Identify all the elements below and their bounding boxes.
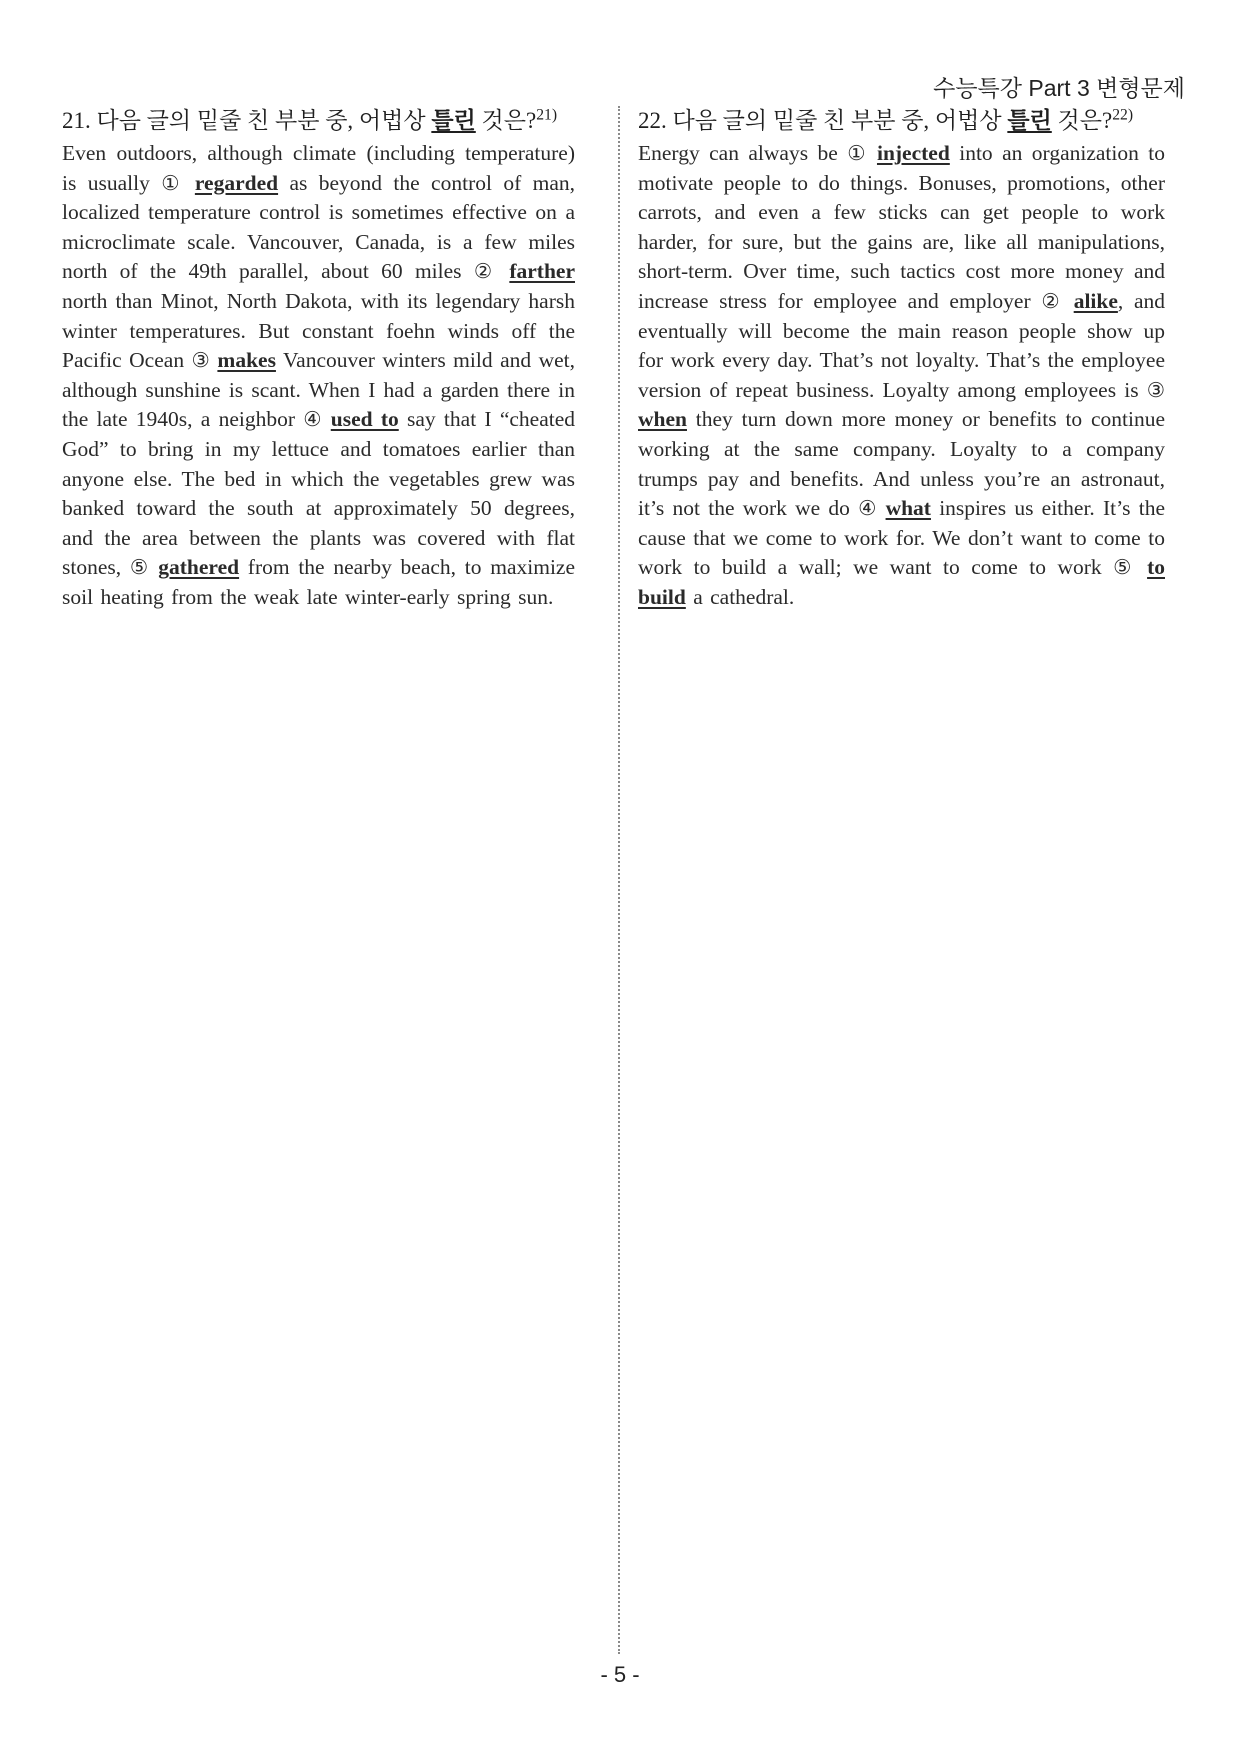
option-1-phrase: regarded	[194, 170, 279, 195]
text-segment: 21. 다음 글의 밑줄 친 부분 중, 어법상	[62, 108, 432, 133]
column-divider	[618, 106, 620, 1654]
text-segment	[877, 496, 885, 520]
text-segment	[1136, 555, 1148, 579]
option-3-marker: ③	[191, 348, 210, 373]
text-segment: 것은?	[475, 108, 537, 133]
option-5-marker: ⑤	[129, 555, 150, 580]
emphasis-wrong-word: 틀린	[431, 108, 476, 133]
question-22-block	[638, 106, 1165, 613]
question-22-passage	[638, 139, 1165, 613]
text-segment: 것은?	[1051, 108, 1113, 133]
option-1-marker: ①	[161, 170, 184, 195]
text-segment	[184, 171, 195, 195]
page-number: - 5 -	[600, 1662, 640, 1687]
option-1-marker: ①	[847, 141, 868, 165]
text-segment: into an organization to motivate people to do things. Bonuses, promotions, other carrots, and even a few sticks can get people to work harder, for sure, but the gains are, like all manipulations, short-term. Over time, such tactics cost more money and increase stress for employee and employer	[638, 141, 1166, 313]
two-column-content	[62, 106, 1165, 1654]
footnote-ref-21: 21)	[536, 106, 558, 124]
option-5-phrase: gathered	[158, 555, 240, 580]
text-segment: 22. 다음 글의 밑줄 친 부분 중, 어법상	[638, 108, 1008, 133]
option-1-phrase: injected	[876, 141, 950, 165]
option-2-marker: ②	[473, 259, 498, 284]
text-segment: Even outdoors, although climate (including temperature) is usually	[62, 141, 575, 195]
emphasis-wrong-word: 틀린	[1007, 108, 1052, 133]
text-segment	[322, 407, 330, 431]
option-3-phrase: when	[638, 407, 687, 432]
text-segment: Vancouver winters mild and wet, although sunshine is scant. When I had a garden there in the late 1940s, a neighbor	[62, 348, 575, 432]
option-5-phrase: to build	[638, 555, 1165, 609]
option-4-marker: ④	[858, 496, 878, 521]
text-segment	[1063, 289, 1074, 313]
text-segment	[868, 141, 877, 165]
text-segment: , and eventually will become the main reason people show up for work every day. That’s not loyalty. That’s the employee version of repeat business. Loyalty among employees is	[638, 288, 1166, 402]
option-4-phrase: used to	[330, 407, 399, 432]
option-4-marker: ④	[303, 407, 323, 432]
text-segment	[150, 555, 159, 579]
question-21-title	[62, 106, 575, 136]
text-segment: from the nearby beach, to maximize soil heating from the weak late winter-early spring sun.	[62, 555, 576, 609]
question-22-title	[638, 106, 1165, 136]
option-3-marker: ③	[1146, 377, 1165, 402]
option-2-marker: ②	[1041, 288, 1063, 313]
text-segment: a cathedral.	[685, 584, 795, 609]
text-segment: north than Minot, North Dakota, with its legendary harsh winter temperatures. But constant foehn winds off the Pacific Ocean	[62, 288, 575, 373]
text-segment	[497, 259, 509, 283]
text-segment: inspires us either. It’s the cause that we come to work for. We don’t want to come to work to build a wall; we want to come to work	[638, 496, 1165, 580]
option-5-marker: ⑤	[1113, 555, 1136, 580]
text-segment: they turn down more money or benefits to continue working at the same company. Loyalty to a company trumps pay and benefits. And unless you’re an astronaut, it’s not the work we do	[638, 407, 1165, 521]
option-4-phrase: what	[885, 496, 931, 521]
text-segment: say that I “cheated God” to bring in my lettuce and tomatoes earlier than anyone else. The bed in which the vegetables grew was banked toward the south at approximately 50 degrees, and the area between the plants was covered with flat stones,	[62, 407, 576, 580]
footnote-ref-22: 22)	[1112, 106, 1134, 124]
text-segment: Energy can always be	[638, 141, 848, 165]
option-3-phrase: makes	[217, 348, 276, 373]
option-2-phrase: farther	[509, 259, 575, 284]
question-21-passage	[62, 139, 575, 613]
page-header-title: 수능특강 Part 3 변형문제	[933, 75, 1185, 101]
text-segment: as beyond the control of man, localized temperature control is sometimes effective on a microclimate scale. Vancouver, Canada, is a few miles north of the 49th parallel, about 60 miles	[62, 170, 575, 284]
question-21-block	[62, 106, 575, 613]
option-2-phrase: alike	[1073, 288, 1118, 313]
